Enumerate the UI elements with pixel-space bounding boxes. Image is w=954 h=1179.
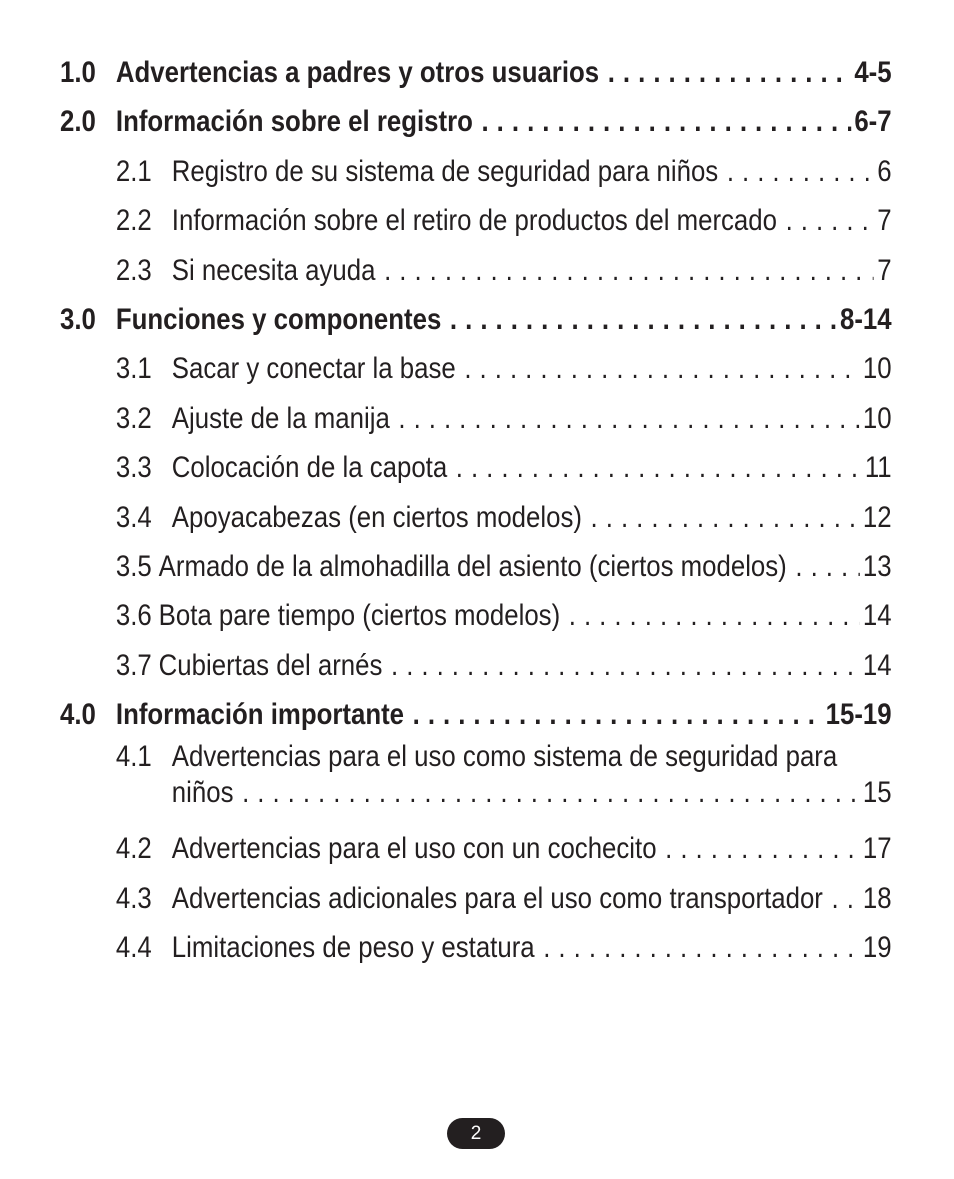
toc-entry[interactable] [60,493,892,542]
toc-entry-number: 3.6 [115,599,152,633]
dot-leader [608,48,851,97]
toc-entry-number: 2.1 [115,154,152,188]
toc-entry-number: 3.2 [115,401,152,435]
toc-entry-page: 11 [864,451,892,485]
toc-entry-page: 12 [862,500,892,534]
toc-entry-number: 3.4 [115,500,152,534]
toc-entry-title: Cubiertas del arnés [158,648,383,682]
toc-entry[interactable] [60,344,892,393]
toc-entry-number: 1.0 [60,56,96,89]
toc-entry[interactable] [60,97,892,146]
toc-entry[interactable] [60,690,892,739]
dot-leader [832,874,860,923]
toc-entry-page: 10 [862,352,892,386]
toc-entry-number: 4.0 [60,698,96,732]
toc-entry-number: 3.0 [60,302,96,336]
toc-entry-title: Advertencias a padres y otros usuarios [115,56,600,89]
toc-entry[interactable] [60,874,892,923]
toc-entry-page: 8-14 [839,302,892,336]
toc-entry-page: 7 [877,253,892,287]
toc-entry-number: 4.1 [115,740,152,774]
toc-entry-page: 18 [862,881,892,915]
toc-entry-title: Información sobre el registro [115,105,473,139]
toc-entry-title: Ajuste de la manija [171,401,390,435]
dot-leader [450,295,837,344]
toc-entry-title: Funciones y componentes [115,302,442,336]
toc-entry-page: 15 [862,776,892,810]
dot-leader [481,97,850,146]
toc-entry-title-continued: niños [171,776,234,810]
toc-entry[interactable] [60,542,892,591]
toc-entry-number: 4.4 [115,931,152,965]
toc-entry-title: Si necesita ayuda [171,253,376,287]
dot-leader [242,775,859,811]
toc-entry-title: Advertencias para el uso como sistema de seguridad para [171,740,838,774]
toc-entry[interactable] [60,641,892,690]
dot-leader [665,824,859,873]
toc-entry-page: 7 [877,204,892,238]
dot-leader [456,443,862,492]
toc-entry-title: Bota pare tiempo (ciertos modelos) [158,599,561,633]
toc-entry[interactable] [60,824,892,873]
toc-entry-number: 3.3 [115,451,152,485]
dot-leader [569,591,860,640]
toc-entry-page: 19 [862,931,892,965]
toc-entry[interactable] [60,394,892,443]
dot-leader [591,493,860,542]
toc-entry-number: 2.3 [115,253,152,287]
toc-entry-number: 4.3 [115,881,152,915]
toc-entry-number: 3.1 [115,352,152,386]
dot-leader [464,344,859,393]
dot-leader [413,690,823,739]
page-number-badge: 2 [447,1118,505,1149]
toc-entry-number: 3.7 [115,648,152,682]
toc-entry-number: 2.2 [115,204,152,238]
dot-leader [543,923,859,972]
toc-entry[interactable] [60,196,892,245]
toc-entry[interactable] [60,591,892,640]
toc-entry-page: 13 [862,549,892,583]
toc-entry-page: 6 [877,154,892,188]
toc-entry-title: Advertencias adicionales para el uso como transportador [171,881,823,915]
toc-entry-title: Armado de la almohadilla del asiento (ciertos modelos) [158,549,787,583]
toc-entry[interactable] [60,147,892,196]
toc-entry[interactable] [60,443,892,492]
dot-leader [391,641,859,690]
toc-entry-title: Información sobre el retiro de productos del mercado [171,204,777,238]
toc-entry-page: 15-19 [825,698,892,732]
toc-entry-title: Advertencias para el uso con un cochecito [171,832,657,866]
toc-entry[interactable] [60,48,892,97]
toc-entry-page: 14 [862,599,892,633]
toc-entry-number: 4.2 [115,832,152,866]
toc-entry[interactable] [60,739,892,824]
toc-entry-page: 14 [862,648,892,682]
toc-entry-title: Colocación de la capota [171,451,448,485]
dot-leader [727,147,874,196]
toc-entry-title: Sacar y conectar la base [171,352,456,386]
toc-entry-number: 3.5 [115,549,152,583]
toc-entry-title: Limitaciones de peso y estatura [171,931,535,965]
toc-entry[interactable] [60,246,892,295]
toc-entry[interactable] [60,923,892,972]
toc-entry-page: 10 [862,401,892,435]
table-of-contents [60,48,892,973]
toc-entry[interactable] [60,295,892,344]
toc-entry-page: 17 [862,832,892,866]
dot-leader [398,394,859,443]
dot-leader [384,246,874,295]
toc-entry-title: Registro de su sistema de seguridad para niños [171,154,719,188]
toc-entry-page: 4-5 [854,56,892,89]
toc-entry-page: 6-7 [854,105,892,139]
toc-entry-title: Información importante [115,698,405,732]
toc-entry-title: Apoyacabezas (en ciertos modelos) [171,500,582,534]
toc-entry-number: 2.0 [60,105,96,139]
dot-leader [786,196,874,245]
dot-leader [795,542,859,591]
